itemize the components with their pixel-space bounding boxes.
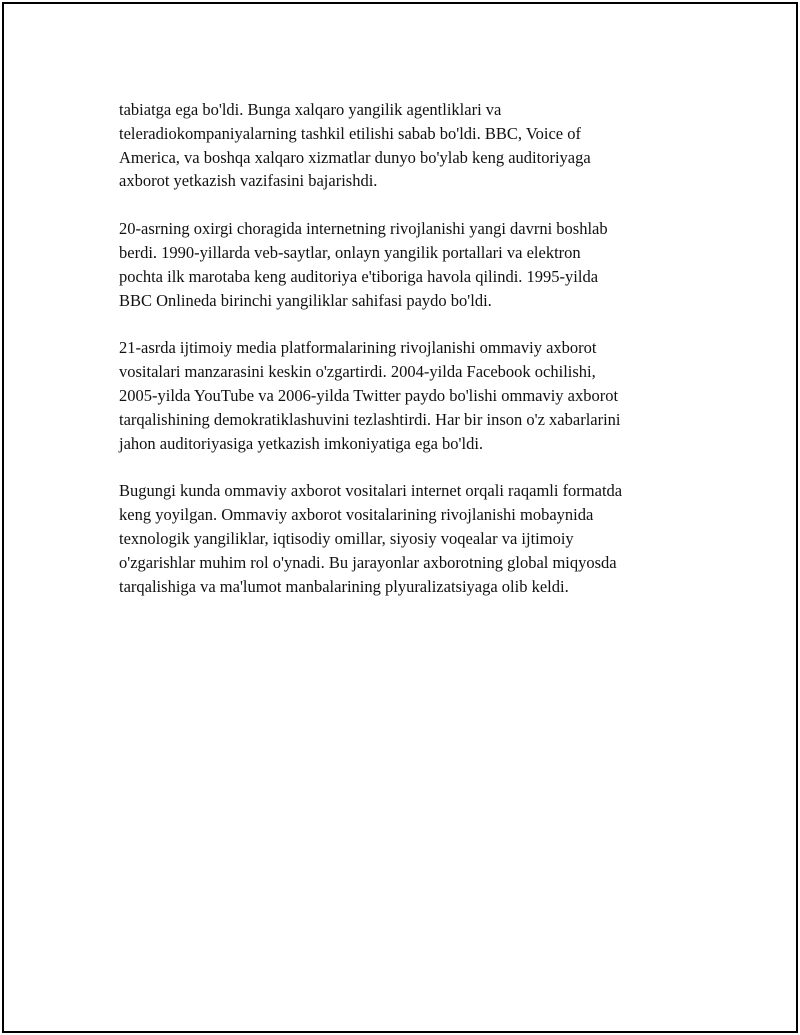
paragraph-4: Bugungi kunda ommaviy axborot vositalari internet orqali raqamli formatda keng yoyilgan. Ommaviy axborot vositalarining rivojlanishi mobaynida texnologik yangiliklar, iqtisodiy omillar, siyosiy voqealar va ijtimoiy o'zgarishlar muhim rol o'ynadi. Bu jarayonlar axborotning global miqyosda tarqalishiga va ma'lumot manbalarining plyuralizatsiyaga olib keldi. — [119, 481, 623, 596]
document-page — [2, 2, 798, 1033]
paragraph-3: 21-asrda ijtimoiy media platformalarining rivojlanishi ommaviy axborot vositalari manzarasini keskin o'zgartirdi. 2004-yilda Facebook ochilishi, 2005-yilda YouTube va 2006-yilda Twitter paydo bo'lishi ommaviy axborot tarqalishining demokratiklashuvini tezlashtirdi. Har bir inson o'z xabarlarini jahon auditoriyasiga yetkazish imkoniyatiga ega bo'ldi. — [119, 338, 621, 453]
paragraph-2: 20-asrning oxirgi choragida internetning rivojlanishi yangi davrni boshlab berdi. 1990-yillarda veb-saytlar, onlayn yangilik portallari va elektron pochta ilk marotaba keng auditoriya e'tiboriga havola qilindi. 1995-yilda BBC Onlineda birinchi yangiliklar sahifasi paydo bo'ldi. — [119, 219, 608, 310]
paragraph-1: tabiatga ega bo'ldi. Bunga xalqaro yangilik agentliklari va teleradiokompaniyalarning tashkil etilishi sabab bo'ldi. BBC, Voice of America, va boshqa xalqaro xizmatlar dunyo bo'ylab keng auditoriyaga axborot yetkazish vazifasini bajarishdi. — [119, 100, 591, 191]
document-body — [119, 98, 719, 622]
